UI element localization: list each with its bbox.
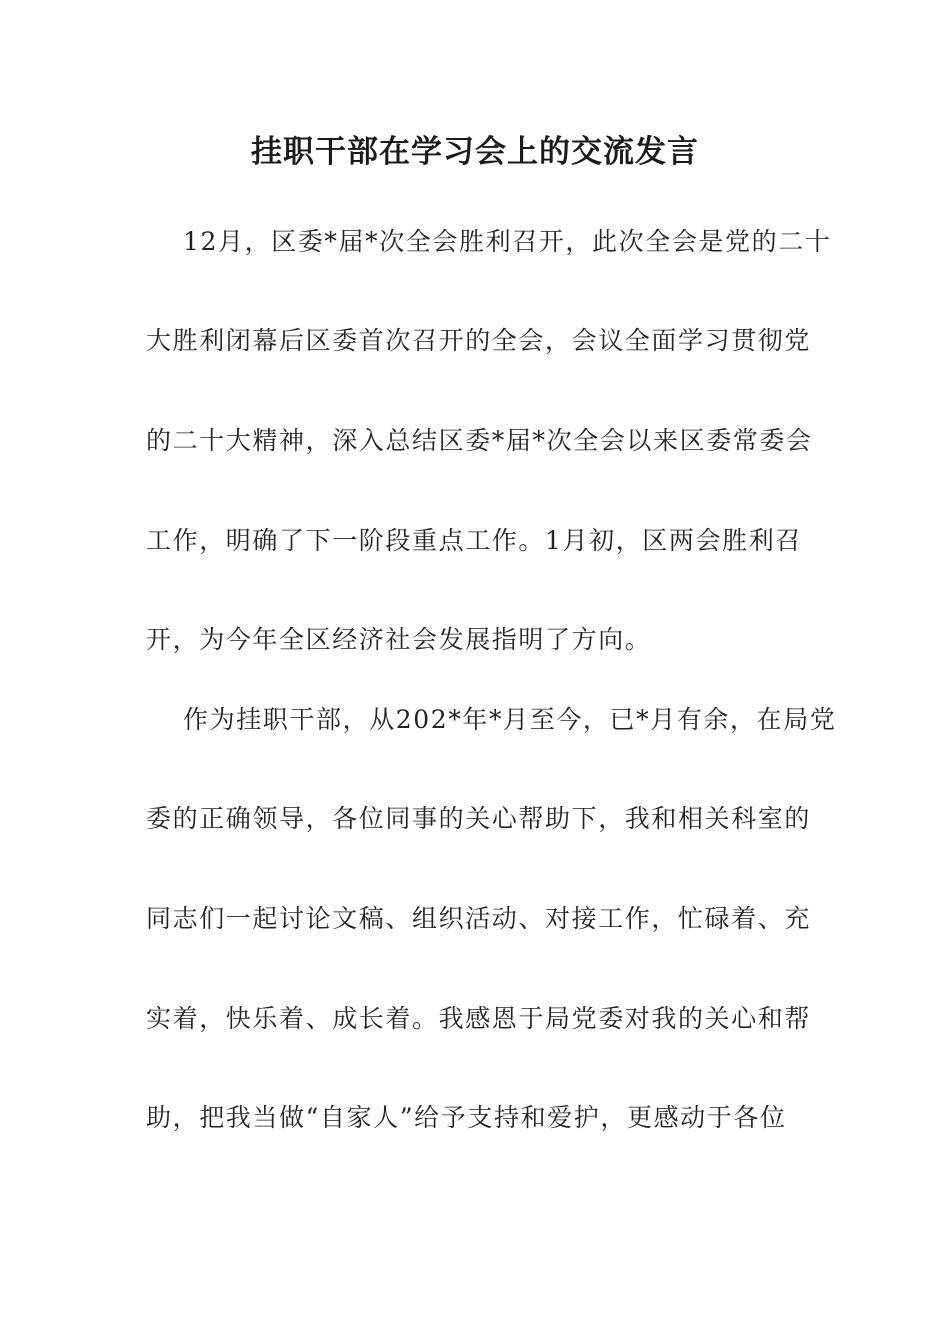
paragraph-1-line-3: 的二十大精神，深入总结区委*届*次全会以来区委常委会 <box>146 426 813 455</box>
paragraph-2-line-3: 同志们一起讨论文稿、组织活动、对接工作，忙碌着、充 <box>146 904 812 933</box>
paragraph-2-line-2: 委的正确领导，各位同事的关心帮助下，我和相关科室的 <box>146 804 812 833</box>
paragraph-2-line-1: 作为挂职干部，从202*年*月至今，已*月有余，在局党 <box>183 705 837 734</box>
paragraph-1-line-5: 开，为今年全区经济社会发展指明了方向。 <box>146 625 652 654</box>
paragraph-2-line-4: 实着，快乐着、成长着。我感恩于局党委对我的关心和帮 <box>146 1004 812 1033</box>
paragraph-1-line-2: 大胜利闭幕后区委首次召开的全会，会议全面学习贯彻党 <box>146 326 812 355</box>
paragraph-1-line-1: 12月，区委*届*次全会胜利召开，此次全会是党的二十 <box>183 227 832 256</box>
paragraph-1-line-4: 工作，明确了下一阶段重点工作。1月初，区两会胜利召 <box>146 526 802 555</box>
document-title: 挂职干部在学习会上的交流发言 <box>251 134 699 170</box>
paragraph-2-line-5: 助，把我当做“自家人”给予支持和爱护，更感动于各位 <box>146 1103 787 1132</box>
